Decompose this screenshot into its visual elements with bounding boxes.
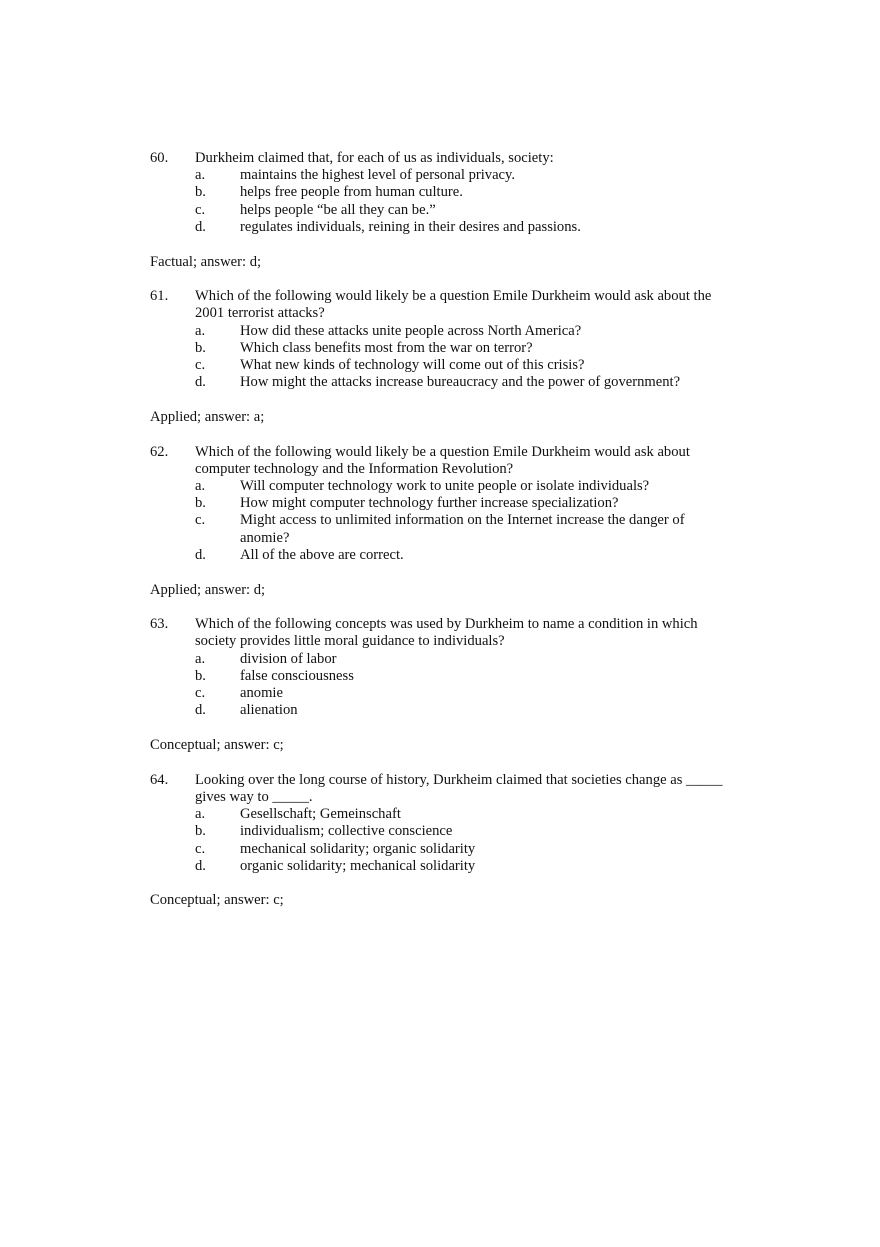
option-text: maintains the highest level of personal privacy. — [240, 167, 516, 184]
option-c — [150, 685, 750, 702]
question-63 — [150, 616, 750, 754]
option-b — [150, 184, 750, 201]
question-stem — [150, 444, 750, 478]
question-number: 64. — [150, 771, 169, 788]
option-letter: a. — [195, 650, 206, 667]
option-letter: a. — [195, 806, 206, 823]
option-list — [150, 806, 750, 875]
option-letter: d. — [195, 857, 206, 874]
option-b — [150, 668, 750, 685]
question-text: Durkheim claimed that, for each of us as individuals, society: — [195, 150, 554, 166]
answer-key: Applied; answer: a; — [150, 408, 265, 425]
question-number: 60. — [150, 150, 169, 166]
option-text: mechanical solidarity; organic solidarity — [240, 840, 476, 857]
question-text: Looking over the long course of history, Durkheim claimed that societies change as _____ gives way to _____. — [195, 771, 723, 805]
question-number: 63. — [150, 616, 169, 633]
question-number: 62. — [150, 443, 169, 460]
option-text: What new kinds of technology will come out of this crisis? — [240, 357, 585, 374]
option-letter: d. — [195, 218, 206, 235]
option-a — [150, 806, 750, 823]
option-d — [150, 858, 750, 875]
question-number: 61. — [150, 288, 169, 305]
answer-key: Applied; answer: d; — [150, 581, 266, 598]
option-text: false consciousness — [240, 667, 354, 684]
option-text: How might the attacks increase bureaucracy and the power of government? — [240, 374, 681, 391]
question-stem — [150, 772, 750, 806]
option-d — [150, 219, 750, 236]
option-b — [150, 495, 750, 512]
option-text: How might computer technology further increase specialization? — [240, 495, 619, 512]
option-a — [150, 478, 750, 495]
question-64 — [150, 772, 750, 910]
question-61 — [150, 288, 750, 426]
option-letter: c. — [195, 357, 206, 374]
question-stem — [150, 150, 750, 167]
question-text: Which of the following would likely be a question Emile Durkheim would ask about computer technology and the Information Revolution? — [195, 443, 690, 477]
option-b — [150, 823, 750, 840]
option-text: All of the above are correct. — [240, 546, 404, 563]
option-c — [150, 357, 750, 374]
option-letter: d. — [195, 702, 206, 719]
option-a — [150, 323, 750, 340]
option-c — [150, 512, 750, 546]
option-text: regulates individuals, reining in their desires and passions. — [240, 218, 581, 235]
option-text: alienation — [240, 702, 298, 719]
question-text: Which of the following concepts was used by Durkheim to name a condition in which society provides little moral guidance to individuals? — [195, 616, 698, 650]
option-a — [150, 651, 750, 668]
option-letter: b. — [195, 339, 206, 356]
question-60 — [150, 150, 750, 271]
option-letter: c. — [195, 840, 206, 857]
option-letter: a. — [195, 322, 206, 339]
question-62 — [150, 444, 750, 599]
option-d — [150, 702, 750, 719]
option-text: individualism; collective conscience — [240, 823, 453, 840]
option-letter: b. — [195, 823, 206, 840]
answer-key: Factual; answer: d; — [150, 253, 262, 270]
option-b — [150, 340, 750, 357]
option-text: Gesellschaft; Gemeinschaft — [240, 806, 401, 823]
option-letter: d. — [195, 374, 206, 391]
option-text: helps free people from human culture. — [240, 184, 463, 201]
option-text: anomie — [240, 685, 283, 702]
option-d — [150, 547, 750, 564]
question-stem — [150, 616, 750, 650]
option-d — [150, 374, 750, 391]
option-letter: a. — [195, 478, 206, 495]
option-letter: c. — [195, 685, 206, 702]
option-a — [150, 167, 750, 184]
option-c — [150, 202, 750, 219]
option-list — [150, 651, 750, 720]
option-letter: c. — [195, 201, 206, 218]
option-text: organic solidarity; mechanical solidarity — [240, 857, 476, 874]
option-letter: b. — [195, 667, 206, 684]
option-text: helps people “be all they can be.” — [240, 201, 436, 218]
option-text: Will computer technology work to unite people or isolate individuals? — [240, 478, 650, 495]
question-text: Which of the following would likely be a question Emile Durkheim would ask about the 2001 terrorist attacks? — [195, 288, 712, 322]
option-text: division of labor — [240, 650, 337, 667]
option-text: How did these attacks unite people across North America? — [240, 322, 582, 339]
option-list — [150, 167, 750, 236]
option-letter: b. — [195, 184, 206, 201]
question-stem — [150, 288, 750, 322]
option-letter: b. — [195, 495, 206, 512]
answer-key: Conceptual; answer: c; — [150, 736, 284, 753]
question-list — [150, 150, 750, 927]
answer-key: Conceptual; answer: c; — [150, 892, 284, 909]
option-text: Might access to unlimited information on the Internet increase the danger of anomie? — [240, 512, 685, 546]
option-c — [150, 841, 750, 858]
option-text: Which class benefits most from the war on terror? — [240, 339, 533, 356]
option-letter: d. — [195, 546, 206, 563]
option-list — [150, 323, 750, 392]
option-letter: c. — [195, 512, 206, 529]
option-list — [150, 478, 750, 564]
option-letter: a. — [195, 167, 206, 184]
